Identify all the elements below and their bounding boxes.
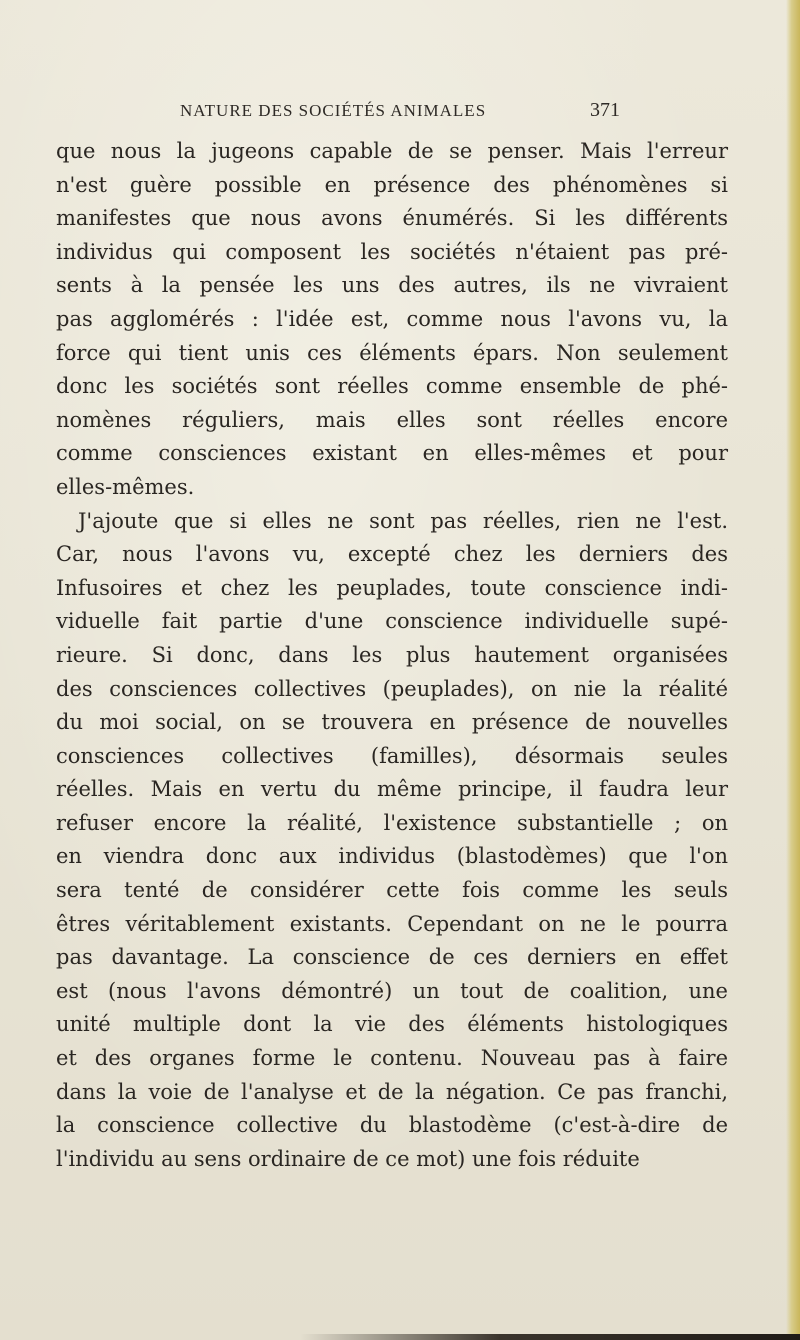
text-line: individus qui composent les sociétés n'étaient pas pré- (56, 239, 728, 264)
text-body (56, 135, 728, 1176)
page-number: 371 (590, 99, 620, 121)
text-line: rieure. Si donc, dans les plus hautement organisées (56, 642, 728, 667)
text-line: viduelle fait partie d'une conscience individuelle supé- (56, 609, 728, 634)
text-line: sents à la pensée les uns des autres, ils ne vivraient (56, 273, 728, 298)
page-shadow (300, 1334, 800, 1340)
text-line: des consciences collectives (peuplades), on nie la réalité (56, 676, 728, 701)
text-line: la conscience collective du blastodème (c'est-à-dire de (56, 1113, 728, 1138)
text-line: consciences collectives (familles), désormais seules (56, 743, 728, 768)
text-line: et des organes forme le contenu. Nouveau pas à faire (56, 1046, 728, 1071)
text-line: réelles. Mais en vertu du même principe, il faudra leur (56, 777, 728, 802)
text-line: refuser encore la réalité, l'existence substantielle ; on (56, 810, 728, 835)
text-line: force qui tient unis ces éléments épars. Non seulement (56, 340, 728, 365)
text-line: n'est guère possible en présence des phénomènes si (56, 172, 728, 197)
text-line: nomènes réguliers, mais elles sont réelles encore (56, 407, 728, 432)
text-line: l'individu au sens ordinaire de ce mot) une fois réduite (56, 1146, 640, 1171)
text-line: comme consciences existant en elles-mêmes et pour (56, 441, 728, 466)
text-line: sera tenté de considérer cette fois comme les seuls (56, 878, 728, 903)
text-line: en viendra donc aux individus (blastodèmes) que l'on (56, 844, 728, 869)
text-line: manifestes que nous avons énumérés. Si les différents (56, 206, 728, 231)
text-line: êtres véritablement existants. Cependant on ne le pourra (56, 911, 728, 936)
text-line: donc les sociétés sont réelles comme ensemble de phé- (56, 374, 728, 399)
text-line: Infusoires et chez les peuplades, toute conscience indi- (56, 575, 728, 600)
text-line: pas agglomérés : l'idée est, comme nous l'avons vu, la (56, 306, 728, 331)
text-line: Car, nous l'avons vu, excepté chez les derniers des (56, 542, 728, 567)
text-line: que nous la jugeons capable de se penser. Mais l'erreur (56, 139, 728, 163)
paragraph-first-line: J'ajoute que si elles ne sont pas réelles, rien ne l'est. (78, 508, 728, 533)
text-line: dans la voie de l'analyse et de la négation. Ce pas franchi, (56, 1079, 728, 1104)
page-edge (786, 0, 800, 1340)
text-line: unité multiple dont la vie des éléments histologiques (56, 1012, 728, 1037)
running-title: NATURE DES SOCIÉTÉS ANIMALES (180, 101, 487, 120)
paragraph-end-line: elles-mêmes. (56, 474, 195, 499)
text-line: est (nous l'avons démontré) un tout de coalition, une (56, 978, 728, 1003)
text-line: pas davantage. La conscience de ces derniers en effet (56, 945, 728, 970)
text-line: du moi social, on se trouvera en présence de nouvelles (56, 710, 728, 735)
running-head (180, 101, 620, 129)
